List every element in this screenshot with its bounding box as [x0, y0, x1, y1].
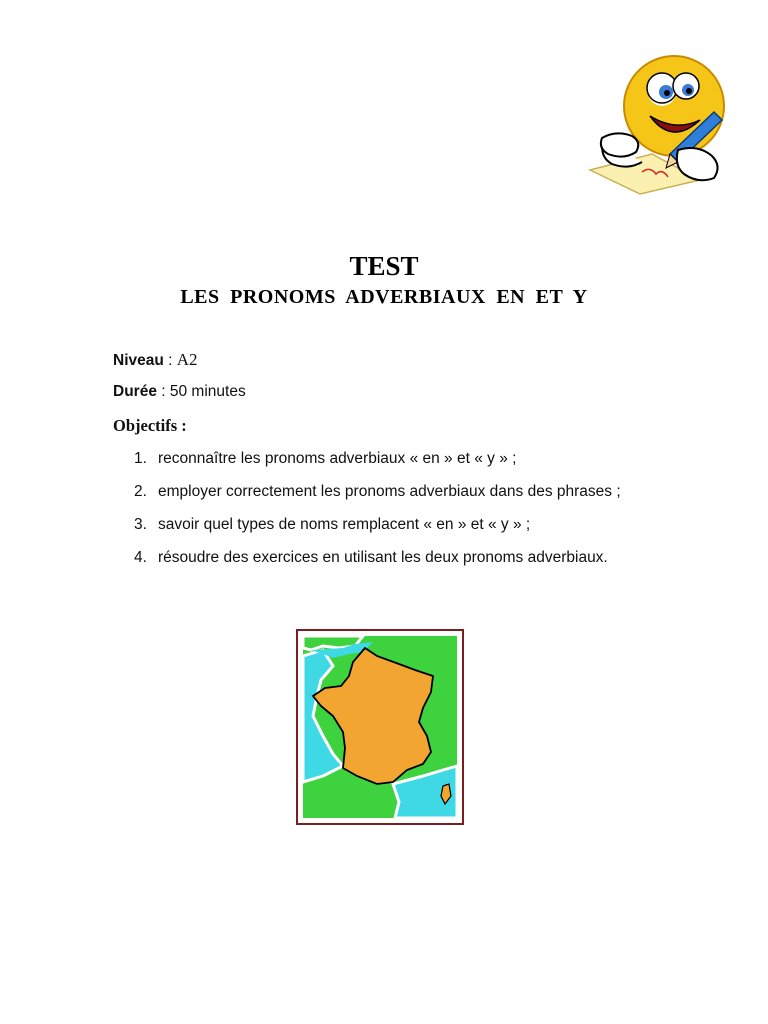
list-item: [134, 547, 621, 580]
list-item-number: 3.: [134, 516, 147, 533]
list-item-text: résoudre des exercices en utilisant les deux pronoms adverbiaux.: [158, 549, 608, 566]
niveau-value: A2: [176, 350, 198, 369]
page-subtitle: LES PRONOMS ADVERBIAUX EN ET Y: [180, 286, 588, 308]
niveau-label: Niveau: [113, 352, 164, 369]
list-item-text: employer correctement les pronoms adverbiaux dans des phrases ;: [158, 483, 621, 500]
france-map-frame: [296, 629, 464, 825]
smiley-writing-icon: [582, 52, 747, 197]
list-item-number: 4.: [134, 549, 147, 566]
list-item-text: reconnaître les pronoms adverbiaux « en » et « y » ;: [158, 450, 517, 467]
list-item: [134, 448, 621, 481]
list-item-number: 1.: [134, 450, 147, 467]
duree-value: 50 minutes: [169, 383, 246, 400]
niveau-line: [113, 350, 198, 370]
objectifs-title: Objectifs :: [113, 416, 187, 435]
list-item-text: savoir quel types de noms remplacent « en » et « y » ;: [158, 516, 531, 533]
duree-label: Durée: [113, 383, 157, 400]
france-map-icon: [303, 636, 457, 818]
list-item: [134, 481, 621, 514]
objectifs-list: [134, 448, 621, 580]
niveau-separator: :: [168, 352, 177, 369]
page-title: TEST: [349, 251, 419, 281]
duree-separator: :: [161, 383, 170, 400]
list-item-number: 2.: [134, 483, 147, 500]
duree-line: [113, 383, 246, 401]
list-item: [134, 514, 621, 547]
